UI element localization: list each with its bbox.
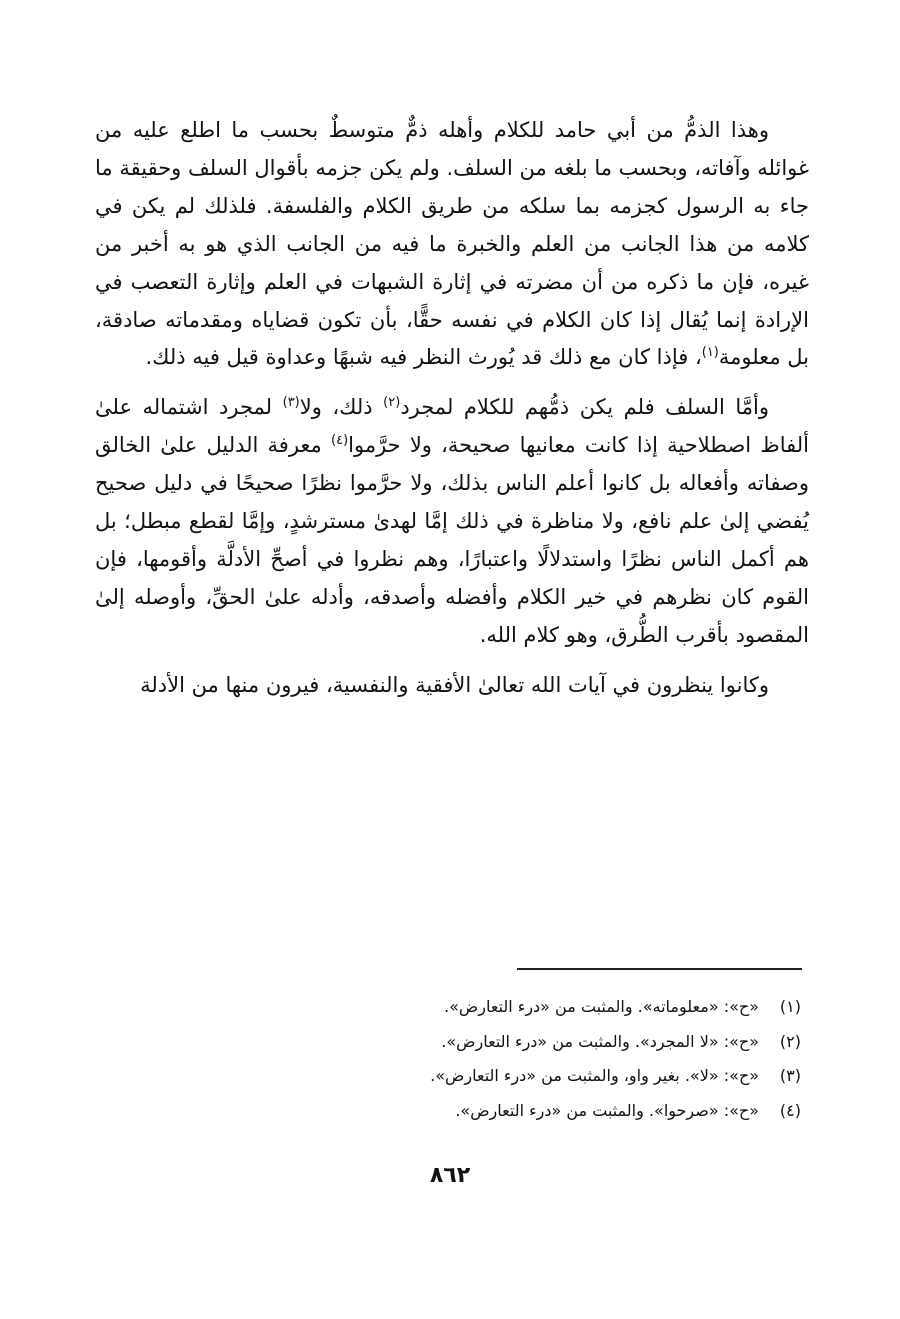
text-run: ذلك، ولا <box>299 395 384 420</box>
footnote-number: (٣) <box>779 1066 801 1085</box>
footnote-separator <box>517 968 802 970</box>
paragraph-3 <box>95 667 809 705</box>
text-run: معرفة الدليل علىٰ الخالق وصفاته وأفعاله بل كانوا أعلم الناس بذلك، ولا حرَّموا نظرًا صحيحًا في دليل صحيح يُفضي إلىٰ علم نافع، ولا مناظرة في ذلك إمَّا لهدىٰ مسترشدٍ، وإمَّا لقطع مبطل؛ بل هم أكمل الناس نظرًا واستدلالًا واعتبارًا، وهم نظروا في أصحِّ الأدلَّة وأقومها، فإن القوم كان نظرهم في خير الكلام وأفضله وأصدقه، وأدله علىٰ الحقِّ، وأوصله إلىٰ المقصود بأقرب الطُّرق، وهو كلام الله. <box>95 433 809 647</box>
footnote-number: (١) <box>779 997 801 1016</box>
page-number: ٨٦٢ <box>429 1163 471 1188</box>
text-run: وأمَّا السلف فلم يكن ذمُّهم للكلام لمجرد <box>400 395 769 420</box>
footnote-text: «ح»: «معلوماته». والمثبت من «درء التعارض». <box>444 997 759 1016</box>
text-run: وكانوا ينظرون في آيات الله تعالىٰ الأفقية والنفسية، فيرون منها من الأدلة <box>140 672 769 697</box>
footnote-ref: (٣) <box>282 395 300 411</box>
footnote-text: «ح»: «صرحوا». والمثبت من «درء التعارض». <box>455 1100 759 1120</box>
paragraph-2 <box>95 389 809 654</box>
footnote-1 <box>305 990 805 1025</box>
text-run: ، فإذا كان مع ذلك قد يُورث النظر فيه شبهًا وعداوة قيل فيه ذلك. <box>145 345 702 370</box>
footnote-ref: (١) <box>701 345 719 361</box>
footnote-ref: (٢) <box>383 395 401 411</box>
footnote-2 <box>305 1025 805 1060</box>
footnote-text: «ح»: «لا المجرد». والمثبت من «درء التعارض». <box>441 1031 759 1051</box>
footnotes <box>305 990 805 1128</box>
footnote-4 <box>305 1094 805 1129</box>
main-text <box>95 112 809 705</box>
footnote-number: (٤) <box>779 1100 801 1120</box>
footnote-3 <box>305 1059 805 1094</box>
text-run: وهذا الذمُّ من أبي حامد للكلام وأهله ذمٌّ متوسطٌ بحسب ما اطلع عليه من غوائله وآفاته، وبحسب ما بلغه من السلف. ولم يكن جزمه بأقوال السلف وحقيقة ما جاء به الرسول كجزمه بما سلكه من طريق الكلام والفلسفة. فلذلك لم يكن في كلامه من هذا الجانب من العلم والخبرة ما فيه من الجانب الذي هو به أخبر من غيره، فإن ما ذكره من أن مضرته في إثارة الشبهات في العلم وإثارة التعصب في الإرادة إنما يُقال إذا كان الكلام في نفسه حقًّا، بأن تكون قضاياه ومقدماته صادقة، بل معلومة <box>95 118 809 370</box>
footnote-text: «ح»: «لا». بغير واو، والمثبت من «درء التعارض». <box>430 1066 759 1085</box>
footnote-number: (٢) <box>779 1031 801 1051</box>
text-run: لمجرد اشتماله علىٰ ألفاظ اصطلاحية إذا كانت معانيها صحيحة، ولا حرَّموا <box>95 395 809 458</box>
paragraph-1 <box>95 112 809 377</box>
footnote-ref: (٤) <box>331 433 349 449</box>
